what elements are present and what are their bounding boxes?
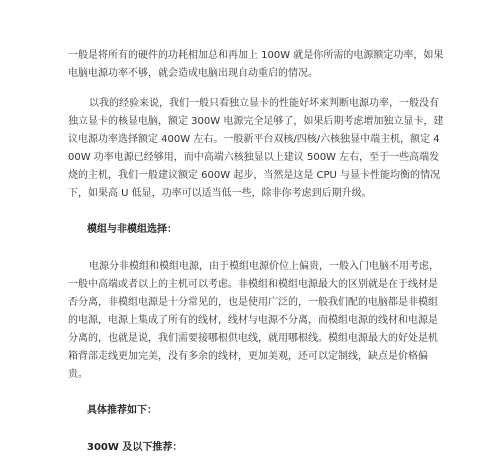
heading-recommendations: 具体推荐如下： <box>87 405 157 416</box>
spacer <box>68 384 444 402</box>
paragraph-modular: 电源分非模组和模组电源，由于模组电源价位上偏贵，一般入门电脑不用考虑，一般中高端或者以上的主机可以考虑。非模组和模组电源最大的区别就是在于线材是否分离，非模组电源是十分常见的，也是使用广泛的，一般我们配的电脑都是非模组的电源，电源上集成了所有的线材，线材与电源不分离，而模组电源的线材和电源是分离的，也就是说，我们需要接哪根供电线，就用哪根线。模组电源最大的好处是机箱背部走线更加完美，没有多余的线材，更加美观，还可以定制线，缺点是价格偏贵。 <box>68 261 439 380</box>
paragraph-power-sum: 一般是将所有的硬件的功耗相加总和再加上 100W 就是你所需的电源额定功率，如果电脑电源功率不够，就会造成电脑出现自动重启的情况。 <box>68 50 444 79</box>
heading-300w-recommendation: 300W 及以下推荐： <box>87 442 183 453</box>
spacer <box>68 239 444 258</box>
heading-modular-selection: 模组与非模组选择： <box>87 224 177 235</box>
paragraph-experience: 以我的经验来说，我们一般只看独立显卡的性能好坏来判断电源功率，一般没有独立显卡的核显电脑，额定 300W 电源完全足够了，如果后期考虑增加独立显卡，建议电源功率选择额定 400W 左右。一般新平台双核/四核/六核独显中端主机，额定 400W 功率电源已经够用，而中高端六核独显以上建议 500W 左右，至于一些高端发烧的主机，我们一般建议额定 600W 起步，当然是这是 CPU 与显卡性能均衡的情况下，如果高 U 低显，功率可以适当低一些，除非你考虑到后期升级。 <box>68 98 444 199</box>
spacer <box>68 420 444 439</box>
article-body <box>68 47 444 457</box>
spacer <box>68 83 444 95</box>
spacer <box>68 203 444 221</box>
